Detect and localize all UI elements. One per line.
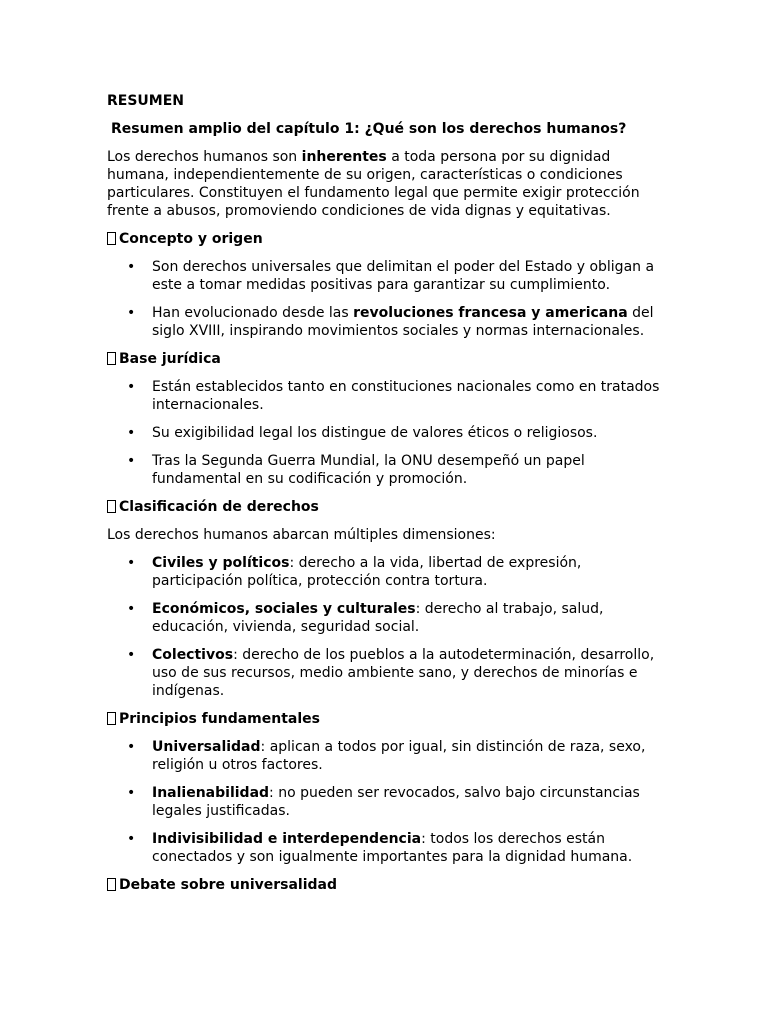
item-bold-text: Inalienabilidad (152, 785, 270, 801)
intro-text-end: a toda persona por su dignidad humana, independientemente de su origen, características o condiciones particulares. Constituyen el fundamento legal que permite exigir protección frente a abusos, promoviendo condiciones de vida dignas y equitativas. (107, 149, 640, 219)
document-content (107, 92, 667, 894)
item-bold-text: revoluciones francesa y americana (353, 305, 628, 321)
bullet-icon: • (127, 305, 136, 321)
document-title: Resumen amplio del capítulo 1: ¿Qué son los derechos humanos? (111, 121, 627, 137)
item-text: : aplican a todos por igual, sin distinción de raza, sexo, religión u otros factores. (152, 739, 646, 773)
item-text: Están establecidos tanto en constituciones nacionales como en tratados internacionales. (152, 379, 660, 413)
intro-text-start: Los derechos humanos son (107, 149, 302, 165)
bullet-icon: • (127, 831, 136, 847)
item-text: Tras la Segunda Guerra Mundial, la ONU desempeñó un papel fundamental en su codificación y promoción. (152, 453, 585, 487)
bullet-icon: • (127, 785, 136, 801)
list-item (107, 258, 667, 294)
item-bold-text: Indivisibilidad e interdependencia (152, 831, 422, 847)
bullet-icon: • (127, 259, 136, 275)
item-bold-text: Universalidad (152, 739, 261, 755)
section-title (107, 876, 667, 894)
bullet-icon: • (127, 425, 136, 441)
bullet-icon: • (127, 453, 136, 469)
item-text: : no pueden ser revocados, salvo bajo circunstancias legales justificadas. (152, 785, 640, 819)
missing-glyph-icon (107, 712, 116, 725)
section-title (107, 498, 667, 516)
section-title (107, 350, 667, 368)
list-item (107, 830, 667, 866)
list-item (107, 600, 667, 636)
section-title-text: Concepto y origen (119, 231, 263, 247)
missing-glyph-icon (107, 500, 116, 513)
bullet-icon: • (127, 601, 136, 617)
intro-paragraph (107, 148, 667, 220)
item-text: Son derechos universales que delimitan el poder del Estado y obligan a este a tomar medidas positivas para garantizar su cumplimiento. (152, 259, 655, 293)
missing-glyph-icon (107, 352, 116, 365)
item-text: : todos los derechos están conectados y son igualmente importantes para la dignidad humana. (152, 831, 633, 865)
item-text: : derecho al trabajo, salud, educación, vivienda, seguridad social. (152, 601, 604, 635)
bullet-icon: • (127, 739, 136, 755)
list-item (107, 738, 667, 774)
section-title (107, 710, 667, 728)
sections-container (107, 230, 667, 894)
item-text: del siglo XVIII, inspirando movimientos sociales y normas internacionales. (152, 305, 654, 339)
item-bold-text: Económicos, sociales y culturales (152, 601, 416, 617)
list-item (107, 378, 667, 414)
list-item (107, 424, 667, 442)
list-item (107, 784, 667, 820)
section-title (107, 230, 667, 248)
item-text: Han evolucionado desde las (152, 305, 354, 321)
bullet-icon: • (127, 647, 136, 663)
list-item (107, 554, 667, 590)
document-heading: RESUMEN (107, 93, 185, 109)
section-paragraph: Los derechos humanos abarcan múltiples dimensiones: (107, 527, 496, 543)
list-item (107, 452, 667, 488)
section-title-text: Debate sobre universalidad (119, 877, 338, 893)
item-text: : derecho de los pueblos a la autodeterminación, desarrollo, uso de sus recursos, medio ambiente sano, y derechos de minorías e indígenas. (152, 647, 655, 699)
missing-glyph-icon (107, 878, 116, 891)
bullet-list (107, 378, 667, 488)
bullet-icon: • (127, 555, 136, 571)
intro-text-bold: inherentes (301, 149, 387, 165)
missing-glyph-icon (107, 232, 116, 245)
item-text: Su exigibilidad legal los distingue de valores éticos o religiosos. (152, 425, 598, 441)
item-bold-text: Colectivos (152, 647, 234, 663)
list-item (107, 646, 667, 700)
list-item (107, 304, 667, 340)
bullet-list (107, 258, 667, 340)
item-text: : derecho a la vida, libertad de expresión, participación política, protección contra tortura. (152, 555, 582, 589)
bullet-list (107, 554, 667, 700)
section-title-text: Clasificación de derechos (119, 499, 319, 515)
section-title-text: Principios fundamentales (119, 711, 320, 727)
section-title-text: Base jurídica (119, 351, 221, 367)
bullet-list (107, 738, 667, 866)
bullet-icon: • (127, 379, 136, 395)
item-bold-text: Civiles y políticos (152, 555, 290, 571)
